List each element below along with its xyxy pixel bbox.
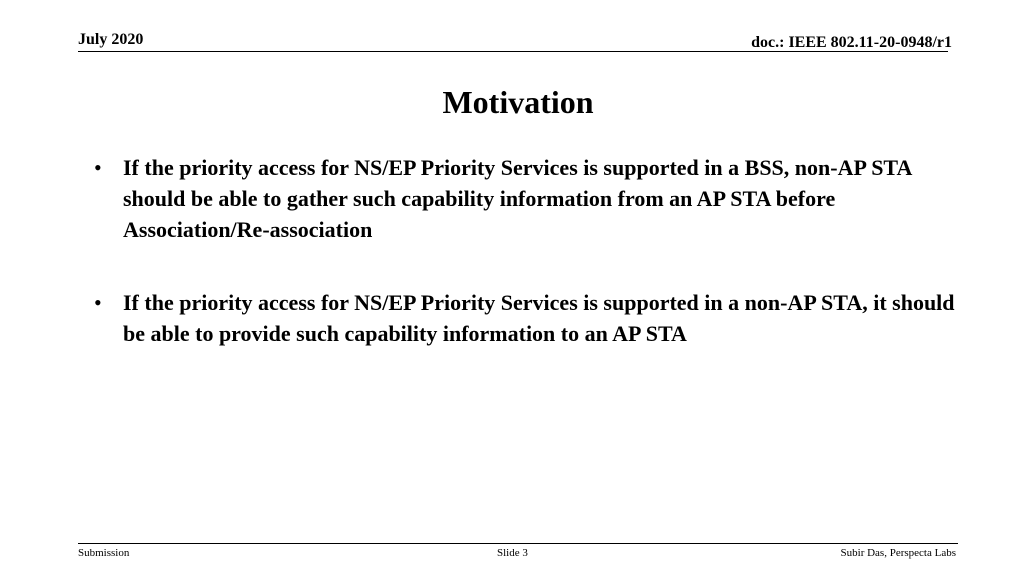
bullet-item [94,287,974,349]
bullet-text: If the priority access for NS/EP Priority Services is supported in a non-AP STA, it should be able to provide such capability information to an AP STA [123,290,955,346]
bullet-marker: • [94,290,102,315]
bullet-list [94,152,974,349]
bullet-item [94,152,974,245]
footer-divider [78,543,958,544]
header-date: July 2020 [78,31,144,48]
bullet-text: If the priority access for NS/EP Priority Services is supported in a BSS, non-AP STA should be able to gather such capability information from an AP STA before Association/Re-association [123,155,912,242]
slide-title: Motivation [442,84,594,120]
footer-author: Subir Das, Perspecta Labs [840,547,956,559]
header-divider [78,51,948,52]
footer-submission: Submission [78,547,130,559]
bullet-marker: • [94,155,102,180]
footer-slide-number: Slide 3 [497,547,528,559]
header-document-id: doc.: IEEE 802.11-20-0948/r1 [751,34,952,51]
